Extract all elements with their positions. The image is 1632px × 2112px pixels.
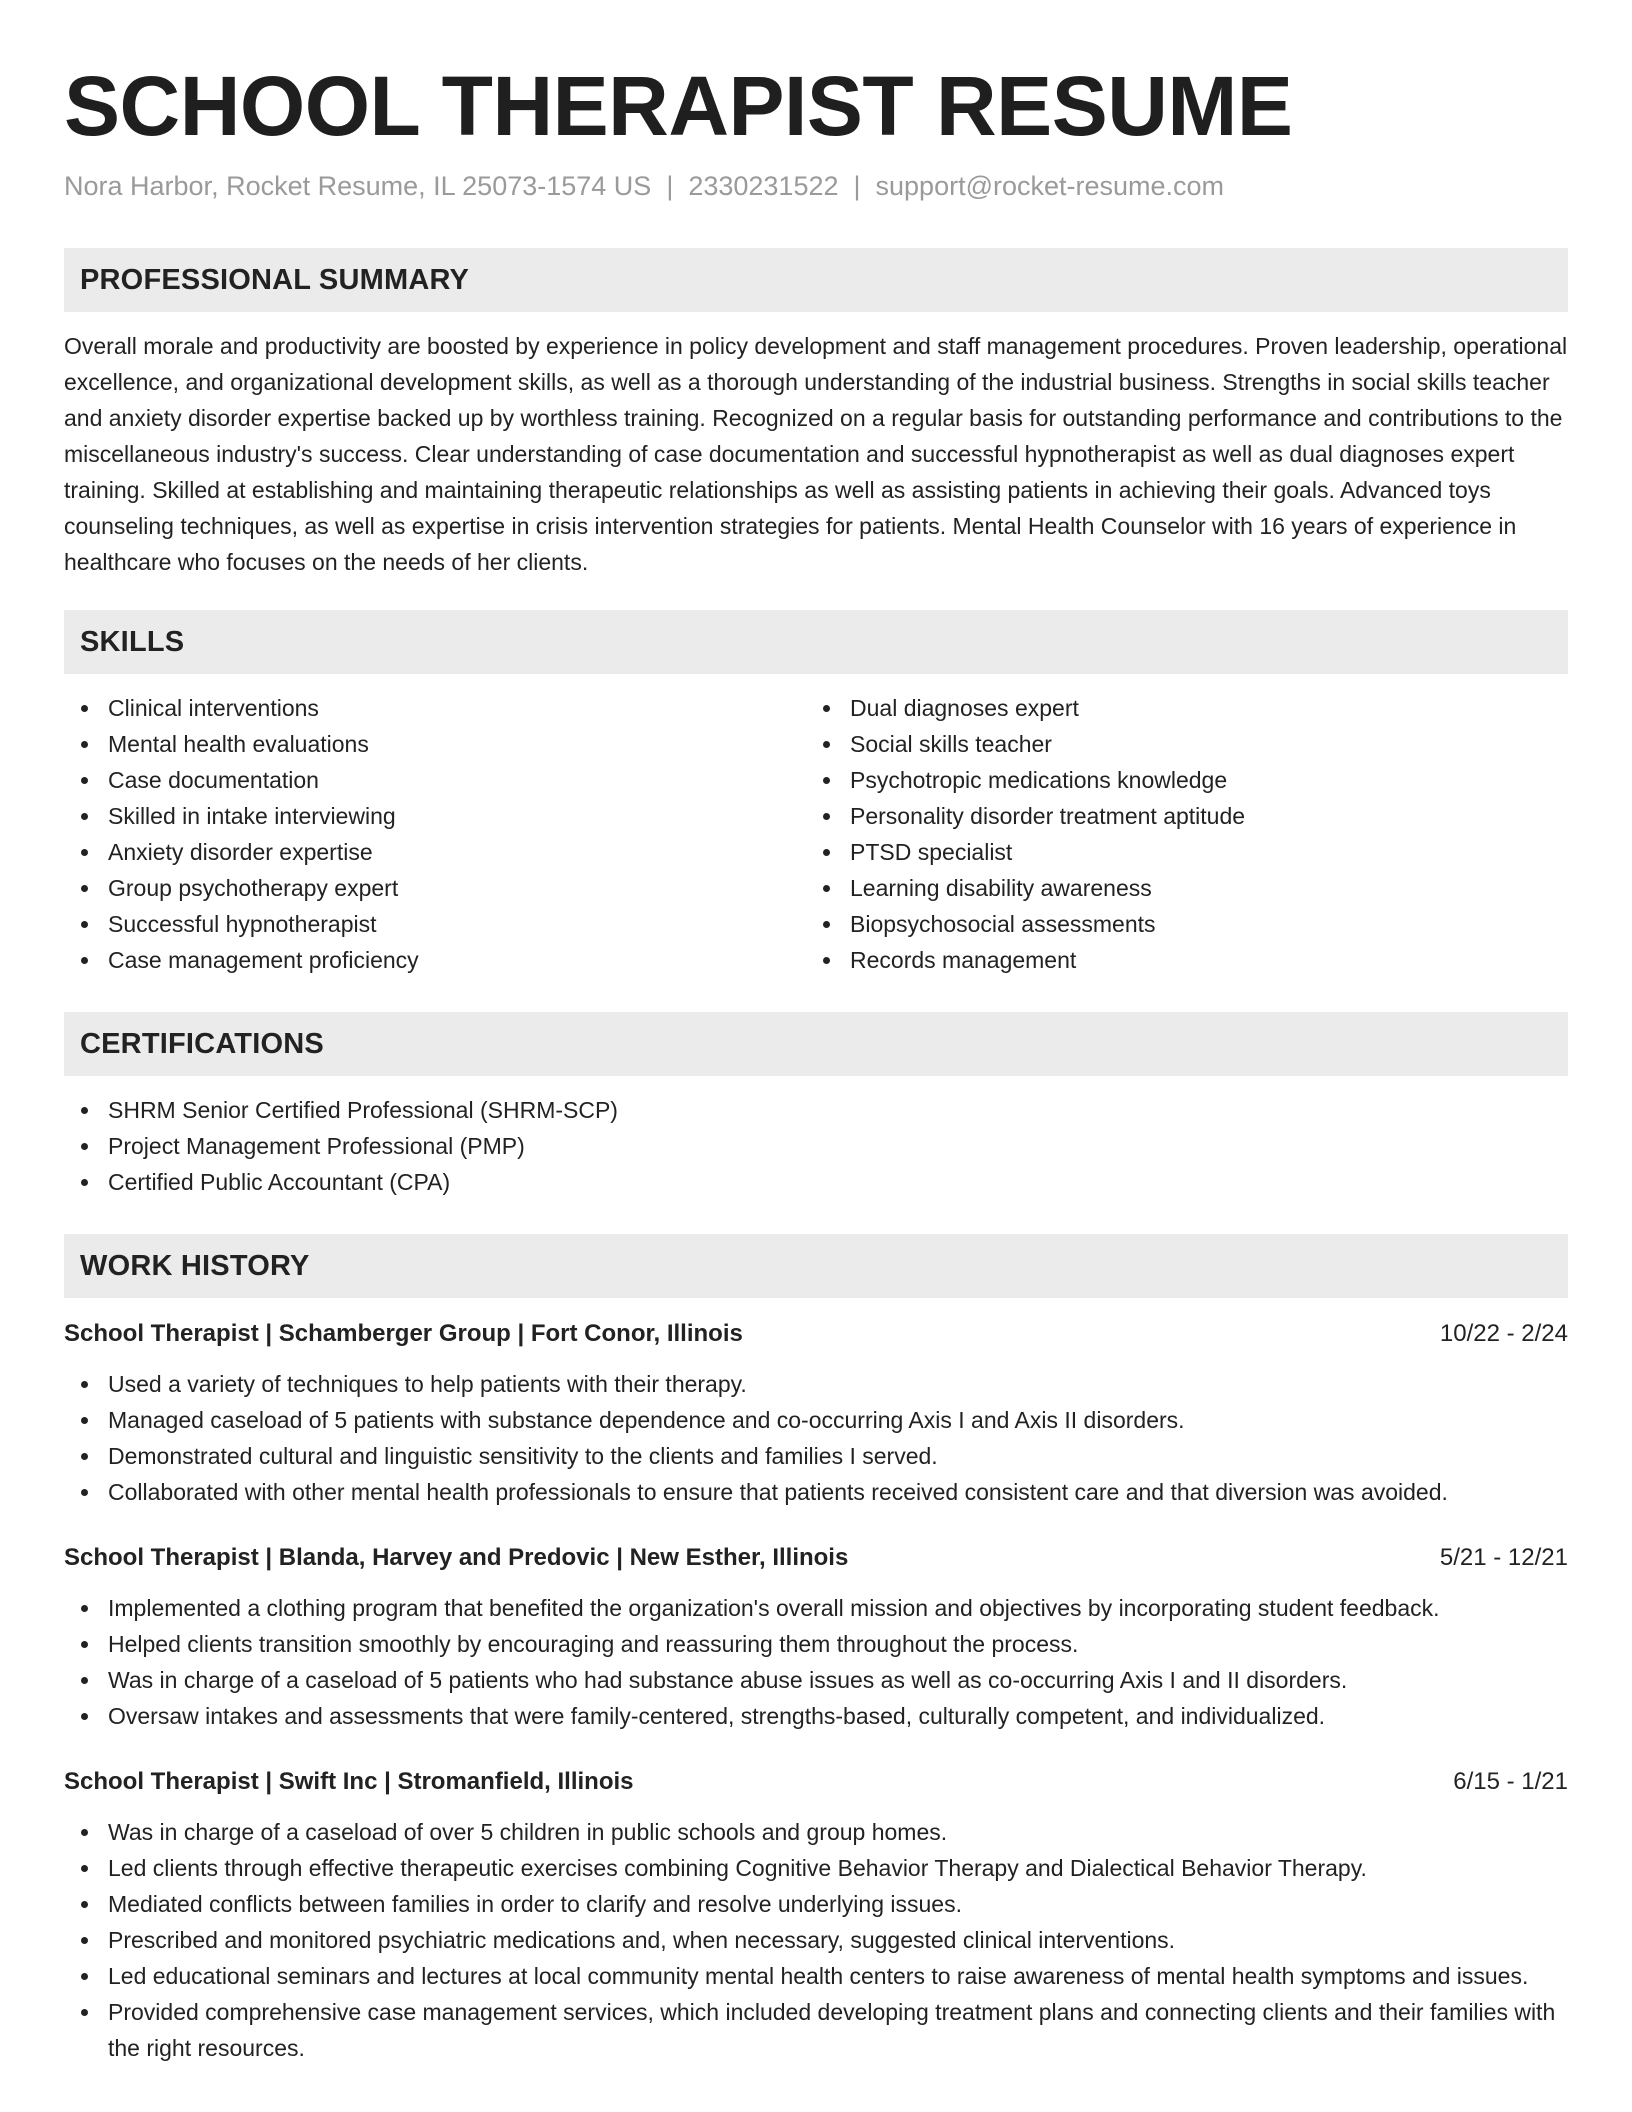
section-heading-certifications: CERTIFICATIONS [64, 1012, 1568, 1076]
skill-item: Psychotropic medications knowledge [806, 762, 1548, 798]
section-heading-work-history: WORK HISTORY [64, 1234, 1568, 1298]
contact-address: Nora Harbor, Rocket Resume, IL 25073-1574 US [64, 171, 652, 201]
resume-page [64, 0, 1568, 2066]
job-title: School Therapist | Blanda, Harvey and Predovic | New Esther, Illinois [64, 1544, 849, 1571]
job-bullet: Helped clients transition smoothly by encouraging and reassuring them throughout the process. [64, 1626, 1568, 1662]
job-bullet: Demonstrated cultural and linguistic sensitivity to the clients and families I served. [64, 1438, 1568, 1474]
job-dates: 6/15 - 1/21 [1453, 1768, 1568, 1795]
section-heading-skills: SKILLS [64, 610, 1568, 674]
skill-item: Mental health evaluations [64, 726, 806, 762]
certification-item: Certified Public Accountant (CPA) [64, 1164, 1568, 1200]
certification-item: SHRM Senior Certified Professional (SHRM-SCP) [64, 1092, 1568, 1128]
skill-item: Case documentation [64, 762, 806, 798]
certifications-list [64, 1092, 1568, 1200]
job-entry [64, 1764, 1568, 2066]
work-history-section [64, 1234, 1568, 2066]
skill-item: Dual diagnoses expert [806, 690, 1548, 726]
skill-item: Personality disorder treatment aptitude [806, 798, 1548, 834]
job-header [64, 1764, 1568, 1800]
skill-item: Records management [806, 942, 1548, 978]
skills-section [64, 610, 1568, 978]
job-bullet: Led clients through effective therapeutic exercises combining Cognitive Behavior Therapy and Dialectical Behavior Therapy. [64, 1850, 1568, 1886]
job-title: School Therapist | Swift Inc | Stromanfield, Illinois [64, 1768, 634, 1795]
skill-item: Group psychotherapy expert [64, 870, 806, 906]
skills-list-right [806, 690, 1548, 978]
job-bullet: Prescribed and monitored psychiatric medications and, when necessary, suggested clinical interventions. [64, 1922, 1568, 1958]
professional-summary-section [64, 248, 1568, 580]
skills-list-left [64, 690, 806, 978]
skills-column-left [64, 690, 806, 978]
job-header [64, 1316, 1568, 1352]
job-bullet: Was in charge of a caseload of 5 patients who had substance abuse issues as well as co-occurring Axis I and II disorders. [64, 1662, 1568, 1698]
job-bullet: Provided comprehensive case management services, which included developing treatment plans and connecting clients and their families with the right resources. [64, 1994, 1568, 2066]
certification-item: Project Management Professional (PMP) [64, 1128, 1568, 1164]
job-entry [64, 1316, 1568, 1510]
contact-separator: | [853, 171, 861, 201]
job-bullet: Mediated conflicts between families in order to clarify and resolve underlying issues. [64, 1886, 1568, 1922]
contact-email[interactable]: support@rocket-resume.com [875, 171, 1225, 201]
job-bullet: Was in charge of a caseload of over 5 children in public schools and group homes. [64, 1814, 1568, 1850]
skills-grid [64, 690, 1568, 978]
skill-item: Anxiety disorder expertise [64, 834, 806, 870]
skill-item: Case management proficiency [64, 942, 806, 978]
contact-separator: | [666, 171, 674, 201]
summary-text: Overall morale and productivity are boosted by experience in policy development and staff management procedures. Proven leadership, operational excellence, and organizational development skills, as well as a thorough understanding of the industrial business. Strengths in social skills teacher and anxiety disorder expertise backed up by worthless training. Recognized on a regular basis for outstanding performance and contributions to the miscellaneous industry's success. Clear understanding of case documentation and successful hypnotherapist as well as dual diagnoses expert training. Skilled at establishing and maintaining therapeutic relationships as well as assisting patients in achieving their goals. Advanced toys counseling techniques, as well as expertise in crisis intervention strategies for patients. Mental Health Counselor with 16 years of experience in healthcare who focuses on the needs of her clients. [64, 333, 1568, 575]
job-dates: 10/22 - 2/24 [1439, 1320, 1568, 1347]
contact-phone: 2330231522 [688, 171, 839, 201]
skill-item: Successful hypnotherapist [64, 906, 806, 942]
job-bullet: Used a variety of techniques to help patients with their therapy. [64, 1366, 1568, 1402]
job-bullet: Led educational seminars and lectures at local community mental health centers to raise awareness of mental health symptoms and issues. [64, 1958, 1568, 1994]
skill-item: Biopsychosocial assessments [806, 906, 1548, 942]
job-bullet: Oversaw intakes and assessments that were family-centered, strengths-based, culturally competent, and individualized. [64, 1698, 1568, 1734]
skill-item: Clinical interventions [64, 690, 806, 726]
job-dates: 5/21 - 12/21 [1439, 1544, 1568, 1571]
contact-line [64, 168, 1568, 204]
job-bullets [64, 1366, 1568, 1510]
job-entry [64, 1540, 1568, 1734]
job-header [64, 1540, 1568, 1576]
job-bullets [64, 1590, 1568, 1734]
resume-title: SCHOOL THERAPIST RESUME [64, 59, 1293, 153]
certifications-section [64, 1012, 1568, 1200]
job-bullet: Managed caseload of 5 patients with substance dependence and co-occurring Axis I and Axis II disorders. [64, 1402, 1568, 1438]
job-bullet: Collaborated with other mental health professionals to ensure that patients received consistent care and that diversion was avoided. [64, 1474, 1568, 1510]
job-title: School Therapist | Schamberger Group | Fort Conor, Illinois [64, 1320, 743, 1347]
skills-column-right [806, 690, 1548, 978]
section-heading-summary: PROFESSIONAL SUMMARY [64, 248, 1568, 312]
skill-item: PTSD specialist [806, 834, 1548, 870]
skill-item: Social skills teacher [806, 726, 1548, 762]
job-bullet: Implemented a clothing program that benefited the organization's overall mission and objectives by incorporating student feedback. [64, 1590, 1568, 1626]
skill-item: Learning disability awareness [806, 870, 1548, 906]
skill-item: Skilled in intake interviewing [64, 798, 806, 834]
job-bullets [64, 1814, 1568, 2066]
